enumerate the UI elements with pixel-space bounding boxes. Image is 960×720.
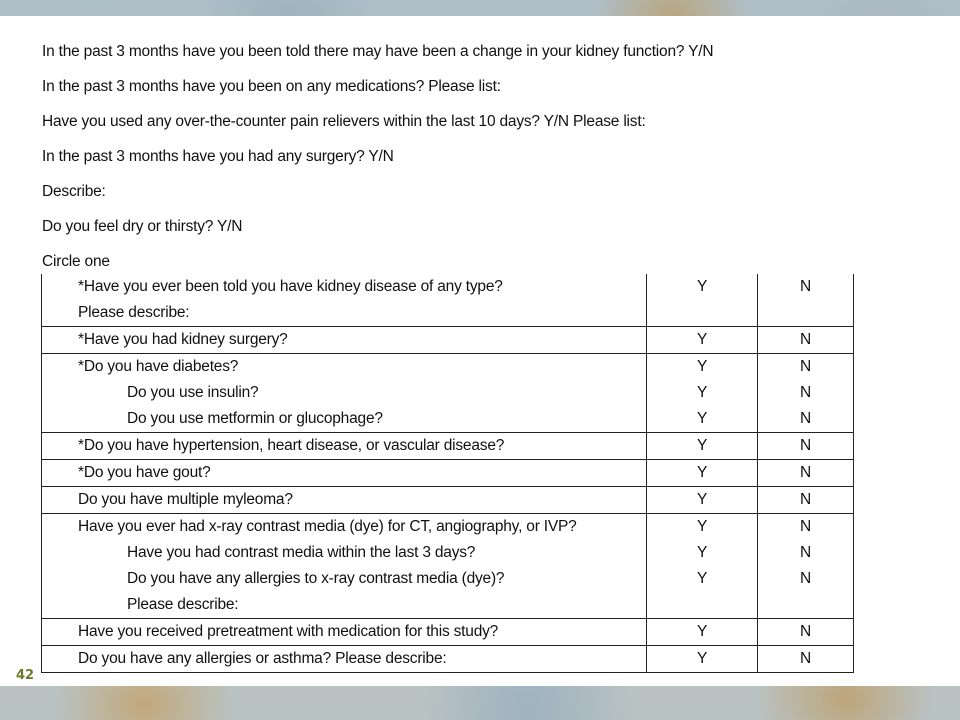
no-option[interactable]: N (799, 650, 811, 667)
yes-option[interactable]: Y (697, 410, 708, 427)
question-cell (42, 514, 647, 619)
question-text: *Have you had kidney surgery? (78, 331, 288, 348)
form-sheet (0, 16, 960, 686)
no-option[interactable]: N (799, 358, 811, 375)
table-row (42, 354, 854, 433)
yes-option (647, 300, 757, 326)
no-option[interactable]: N (799, 491, 811, 508)
question-text: Do you have multiple myleoma? (78, 491, 293, 508)
no-option[interactable]: N (799, 570, 811, 587)
question-cell (42, 646, 647, 673)
no-cell (757, 619, 853, 646)
yes-cell (647, 460, 758, 487)
screening-table (41, 274, 854, 673)
question-text: Please describe: (78, 304, 190, 321)
no-cell (757, 646, 853, 673)
question-text: *Do you have hypertension, heart disease, or vascular disease? (78, 437, 505, 454)
yes-option[interactable]: Y (697, 278, 708, 295)
table-row (42, 433, 854, 460)
no-cell (757, 327, 853, 354)
no-option[interactable]: N (799, 410, 811, 427)
question-text: *Have you ever been told you have kidney disease of any type? (78, 278, 503, 295)
table-row (42, 487, 854, 514)
no-option[interactable]: N (799, 464, 811, 481)
no-cell (757, 433, 853, 460)
question-text: Do you have any allergies or asthma? Please describe: (78, 650, 447, 667)
question-text: Do you have any allergies to x-ray contrast media (dye)? (127, 570, 505, 587)
yes-option[interactable]: Y (697, 544, 708, 561)
no-option[interactable]: N (799, 623, 811, 640)
question-text: *Do you have diabetes? (78, 358, 239, 375)
yes-option[interactable]: Y (697, 491, 708, 508)
question-text: Have you ever had x-ray contrast media (dye) for CT, angiography, or IVP? (78, 518, 577, 535)
yes-option[interactable]: Y (697, 331, 708, 348)
yes-option[interactable]: Y (697, 623, 708, 640)
yes-option[interactable]: Y (697, 437, 708, 454)
yes-cell (647, 646, 758, 673)
question-cell (42, 460, 647, 487)
no-option (758, 300, 853, 326)
yes-option[interactable]: Y (697, 464, 708, 481)
yes-option[interactable]: Y (697, 358, 708, 375)
table-row (42, 274, 854, 327)
yes-cell (647, 514, 758, 619)
no-option[interactable]: N (799, 278, 811, 295)
question-dry-thirsty: Do you feel dry or thirsty? Y/N (42, 218, 243, 235)
yes-cell (647, 433, 758, 460)
no-cell (757, 487, 853, 514)
no-cell (757, 514, 853, 619)
yes-cell (647, 274, 758, 327)
table-row (42, 619, 854, 646)
question-text: Please describe: (127, 596, 239, 613)
yes-cell (647, 354, 758, 433)
question-text: *Do you have gout? (78, 464, 211, 481)
question-text: Have you received pretreatment with medication for this study? (78, 623, 499, 640)
yes-cell (647, 619, 758, 646)
yes-option[interactable]: Y (697, 518, 708, 535)
yes-cell (647, 487, 758, 514)
table-row (42, 514, 854, 619)
question-surgery: In the past 3 months have you had any surgery? Y/N (42, 148, 394, 165)
table-row (42, 460, 854, 487)
question-cell (42, 274, 647, 327)
yes-option[interactable]: Y (697, 650, 708, 667)
page-number: 42 (16, 668, 35, 683)
question-text: Do you use metformin or glucophage? (127, 410, 383, 427)
no-cell (757, 274, 853, 327)
yes-option[interactable]: Y (697, 570, 708, 587)
question-cell (42, 433, 647, 460)
no-option (758, 592, 853, 618)
question-kidney-function-change: In the past 3 months have you been told there may have been a change in your kidney function? Y/N (42, 43, 714, 60)
question-cell (42, 487, 647, 514)
yes-cell (647, 327, 758, 354)
question-text: Have you had contrast media within the last 3 days? (127, 544, 476, 561)
question-otc-pain-relievers: Have you used any over-the-counter pain relievers within the last 10 days? Y/N Please list: (42, 113, 646, 130)
question-medications: In the past 3 months have you been on any medications? Please list: (42, 78, 501, 95)
no-cell (757, 460, 853, 487)
no-option[interactable]: N (799, 437, 811, 454)
yes-option[interactable]: Y (697, 384, 708, 401)
question-cell (42, 354, 647, 433)
circle-one-label: Circle one (42, 253, 110, 270)
no-option[interactable]: N (799, 518, 811, 535)
no-option[interactable]: N (799, 384, 811, 401)
no-cell (757, 354, 853, 433)
question-cell (42, 327, 647, 354)
table-row (42, 646, 854, 673)
no-option[interactable]: N (799, 544, 811, 561)
no-option[interactable]: N (799, 331, 811, 348)
question-text: Do you use insulin? (127, 384, 259, 401)
yes-option (647, 592, 757, 618)
question-cell (42, 619, 647, 646)
table-row (42, 327, 854, 354)
question-describe: Describe: (42, 183, 106, 200)
